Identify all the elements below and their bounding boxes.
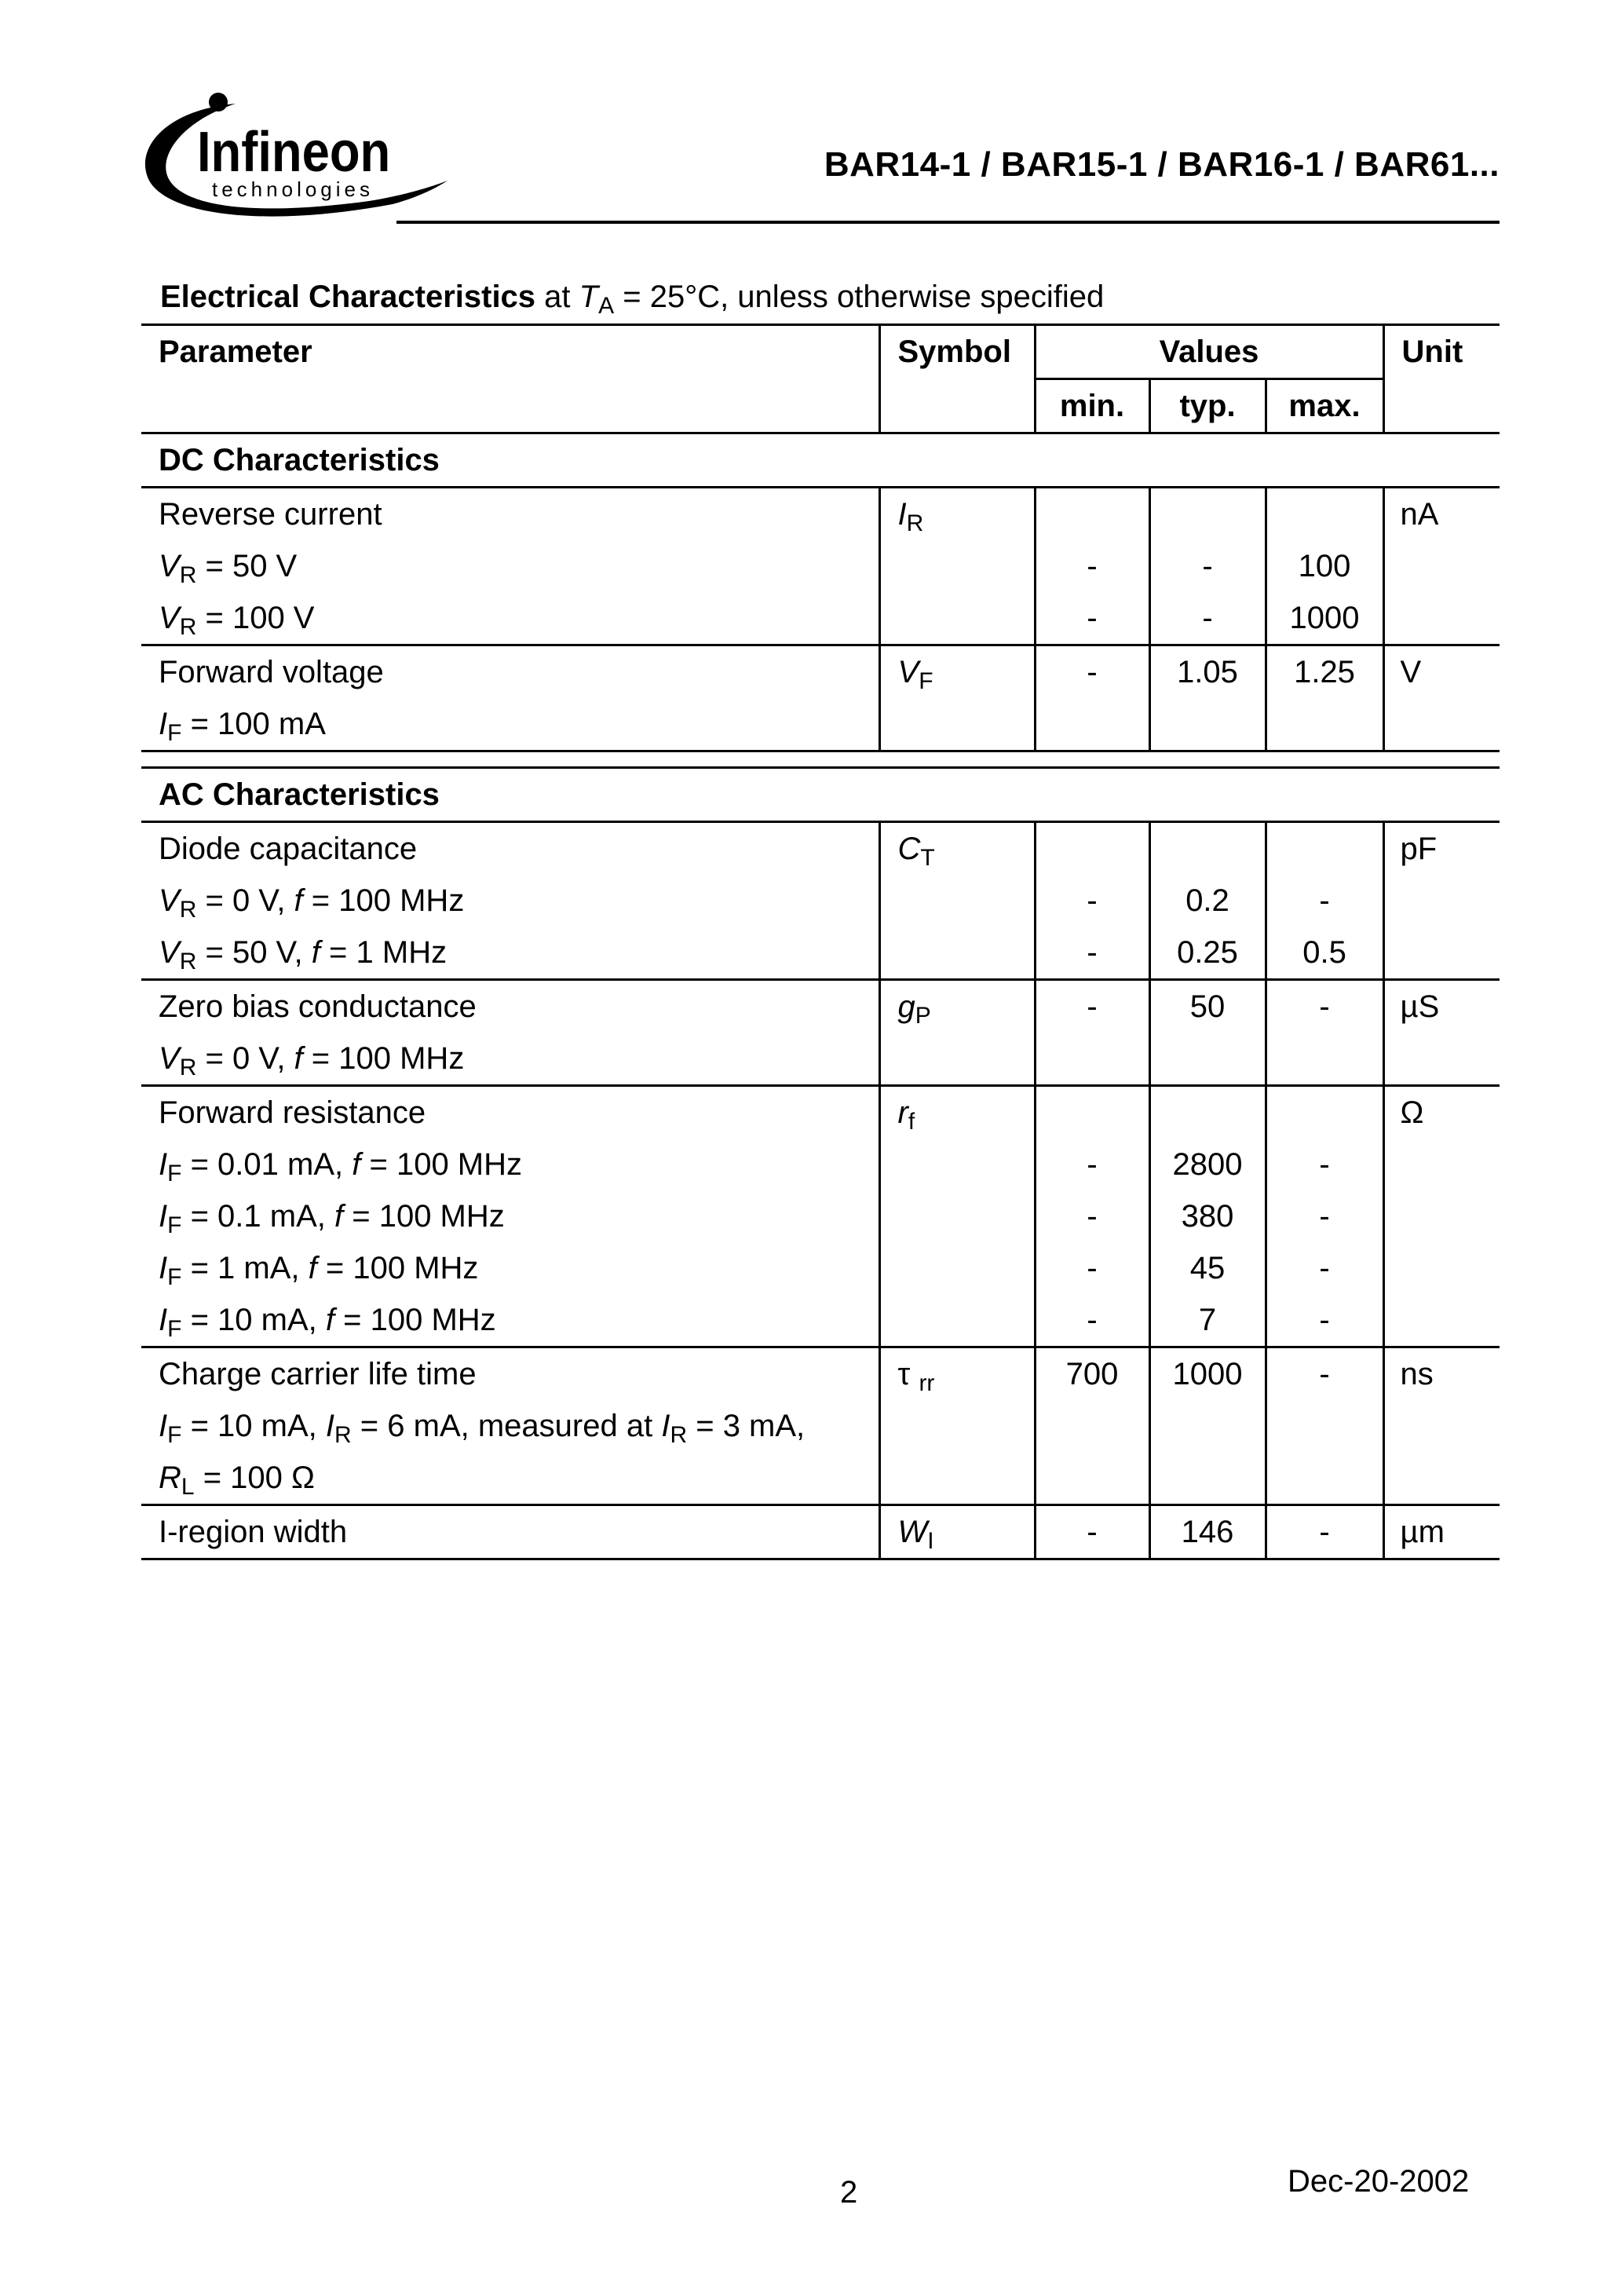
logo-wordmark: Infineon bbox=[196, 121, 391, 184]
param-label: Forward voltage bbox=[159, 655, 384, 689]
header-typ: typ. bbox=[1149, 379, 1266, 433]
symbol: I bbox=[897, 497, 907, 532]
header-symbol: Symbol bbox=[879, 325, 1035, 433]
param-label: Reverse current bbox=[159, 497, 382, 532]
infineon-logo bbox=[133, 79, 463, 236]
symbol: r bbox=[897, 1095, 908, 1130]
unit: µm bbox=[1400, 1515, 1445, 1549]
electrical-characteristics-table bbox=[141, 324, 1500, 1560]
unit: pF bbox=[1400, 832, 1438, 866]
symbol: C bbox=[897, 832, 921, 866]
header-unit: Unit bbox=[1383, 325, 1500, 433]
header-max: max. bbox=[1266, 379, 1383, 433]
caption-at: at bbox=[544, 280, 571, 314]
caption-rest: = 25°C, unless otherwise specified bbox=[623, 280, 1105, 314]
document-title: BAR14-1 / BAR15-1 / BAR16-1 / BAR61... bbox=[824, 145, 1500, 184]
logo-subtext: technologies bbox=[212, 177, 374, 201]
header-min: min. bbox=[1035, 379, 1149, 433]
symbol: τ bbox=[897, 1357, 911, 1391]
symbol: g bbox=[897, 989, 915, 1024]
param-label: Forward resistance bbox=[159, 1095, 426, 1130]
symbol: W bbox=[897, 1515, 928, 1549]
section-dc-title: DC Characteristics bbox=[159, 443, 440, 477]
header-parameter: Parameter bbox=[141, 325, 879, 433]
table-row: Charge carrier life time $I_F = 10$ mA, $I_R = 6$ mA, measured at $I_R = 3$ mA, $R_L = 100$ Ω τ $_{rr}$ 700 1000 - ns bbox=[141, 1347, 1500, 1505]
header-rule bbox=[396, 221, 1500, 224]
table-row: Reverse current $V_R = 50$ V $V_R = 100$ V $I_R$ - - - - 100 1000 nA bbox=[141, 488, 1500, 645]
page-number: 2 bbox=[840, 2175, 858, 2210]
unit: V bbox=[1400, 655, 1422, 689]
symbol: V bbox=[897, 655, 919, 689]
param-label: I-region width bbox=[159, 1515, 348, 1549]
table-row: Zero bias conductance $V_R = 0$ V, f = 100 MHz $g_P$ - 50 - µS bbox=[141, 980, 1500, 1086]
table-row: Forward voltage $I_F = 100$ mA $V_F$ - 1.05 1.25 V bbox=[141, 645, 1500, 751]
param-label: Zero bias conductance bbox=[159, 989, 477, 1024]
unit: nA bbox=[1400, 497, 1439, 532]
unit: ns bbox=[1400, 1357, 1434, 1391]
footer-date: Dec-20-2002 bbox=[1288, 2164, 1470, 2199]
table-row: Diode capacitance $V_R = 0$ V, f = 100 MHz $V_R = 50$ V, f = 1 MHz $C_T$ - - 0.2 0.25 - 0.5 pF bbox=[141, 822, 1500, 980]
param-label: Diode capacitance bbox=[159, 832, 418, 866]
header-values: Values bbox=[1035, 325, 1383, 379]
table-caption bbox=[160, 280, 1104, 320]
table-row: Forward resistance $I_F = 0.01$ mA, f = 100 MHz $I_F = 0.1$ mA, f = 100 MHz $I_F = 1$ mA, f = 100 MHz $I_F = 10$ mA, f = 100 MHz $r_f$ - - - - 2800 380 45 7 - - - - Ω bbox=[141, 1086, 1500, 1347]
caption-var: T bbox=[579, 280, 599, 314]
param-label: Charge carrier life time bbox=[159, 1357, 477, 1391]
caption-var-sub: A bbox=[598, 293, 615, 319]
unit: µS bbox=[1400, 989, 1440, 1024]
unit: Ω bbox=[1400, 1095, 1424, 1130]
table-row: I-region width $W_I$ - 146 - µm bbox=[141, 1505, 1500, 1559]
section-ac-title: AC Characteristics bbox=[159, 777, 440, 812]
caption-bold: Electrical Characteristics bbox=[160, 280, 536, 314]
